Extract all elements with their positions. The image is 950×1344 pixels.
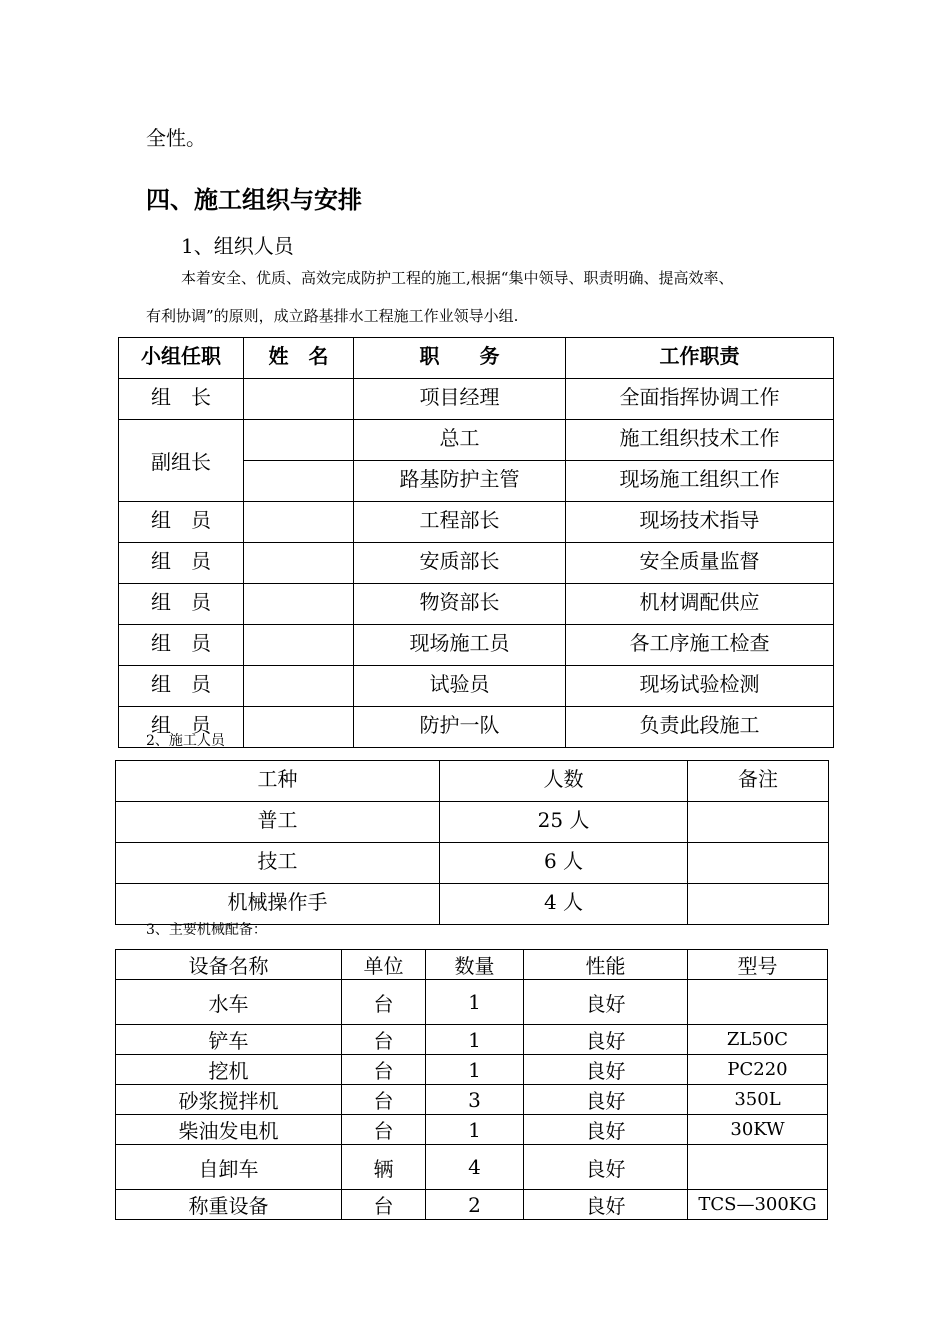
table-row (119, 666, 834, 707)
table-header-row (119, 338, 834, 379)
header-cell: 职 务 (354, 338, 566, 379)
status-cell: 良好 (524, 980, 688, 1025)
header-cell: 工种 (116, 761, 440, 802)
subsection-heading-workers: 2、施工人员 (146, 733, 225, 749)
unit-cell: 台 (342, 1115, 426, 1145)
unit-cell: 台 (342, 1055, 426, 1085)
name-cell (244, 666, 354, 707)
intro-paragraph-line1: 本着安全、优质、高效完成防护工程的施工,根据“集中领导、职责明确、提高效率、 (181, 269, 734, 287)
duty-cell: 机材调配供应 (566, 584, 834, 625)
table-row (116, 1145, 828, 1190)
name-cell (244, 707, 354, 748)
equipment-name-cell: 挖机 (116, 1055, 342, 1085)
table-row (119, 584, 834, 625)
equipment-name-cell: 称重设备 (116, 1190, 342, 1220)
role-cell: 组 员 (119, 502, 244, 543)
table-row (116, 1115, 828, 1145)
table-row (119, 502, 834, 543)
equipment-name-cell: 铲车 (116, 1025, 342, 1055)
header-cell: 单位 (342, 950, 426, 980)
intro-paragraph-line2: 有利协调”的原则，成立路基排水工程施工作业领导小组. (146, 307, 519, 325)
subsection-heading-equipment: 3、主要机械配备： (146, 922, 267, 938)
name-cell (244, 543, 354, 584)
subsection-heading-personnel: 1、组织人员 (181, 234, 294, 258)
position-cell: 总工 (354, 420, 566, 461)
table-row (119, 420, 834, 461)
role-cell: 组 员 (119, 707, 244, 748)
name-cell (244, 461, 354, 502)
role-cell: 组 员 (119, 625, 244, 666)
quantity-cell: 4 (426, 1145, 524, 1190)
table-row (116, 1190, 828, 1220)
unit-cell: 台 (342, 1085, 426, 1115)
quantity-cell: 1 (426, 980, 524, 1025)
header-cell: 姓 名 (244, 338, 354, 379)
equipment-name-cell: 柴油发电机 (116, 1115, 342, 1145)
quantity-cell: 1 (426, 1025, 524, 1055)
table-row (119, 543, 834, 584)
status-cell: 良好 (524, 1115, 688, 1145)
role-cell: 副组长 (119, 420, 244, 502)
header-cell: 备注 (688, 761, 829, 802)
model-cell (688, 1145, 828, 1190)
duty-cell: 全面指挥协调工作 (566, 379, 834, 420)
duty-cell: 安全质量监督 (566, 543, 834, 584)
equipment-name-cell: 砂浆搅拌机 (116, 1085, 342, 1115)
model-cell: 30KW (688, 1115, 828, 1145)
trade-cell: 技工 (116, 843, 440, 884)
model-cell: 350L (688, 1085, 828, 1115)
duty-cell: 现场技术指导 (566, 502, 834, 543)
position-cell: 路基防护主管 (354, 461, 566, 502)
equipment-name-cell: 自卸车 (116, 1145, 342, 1190)
count-cell: 6 人 (440, 843, 688, 884)
section-heading: 四、施工组织与安排 (146, 186, 362, 214)
equipment-name-cell: 水车 (116, 980, 342, 1025)
name-cell (244, 584, 354, 625)
header-cell: 人数 (440, 761, 688, 802)
header-cell: 设备名称 (116, 950, 342, 980)
model-cell: PC220 (688, 1055, 828, 1085)
quantity-cell: 1 (426, 1115, 524, 1145)
table-header-row (116, 950, 828, 980)
table-row (116, 843, 829, 884)
quantity-cell: 2 (426, 1190, 524, 1220)
status-cell: 良好 (524, 1025, 688, 1055)
equipment-table (115, 949, 828, 1220)
position-cell: 工程部长 (354, 502, 566, 543)
labor-table (115, 760, 829, 925)
name-cell (244, 379, 354, 420)
header-cell: 数量 (426, 950, 524, 980)
status-cell: 良好 (524, 1145, 688, 1190)
table-row (119, 379, 834, 420)
duty-cell: 现场试验检测 (566, 666, 834, 707)
status-cell: 良好 (524, 1190, 688, 1220)
header-cell: 小组任职 (119, 338, 244, 379)
count-cell: 4 人 (440, 884, 688, 925)
name-cell (244, 625, 354, 666)
position-cell: 现场施工员 (354, 625, 566, 666)
unit-cell: 台 (342, 1190, 426, 1220)
table-row (119, 707, 834, 748)
position-cell: 项目经理 (354, 379, 566, 420)
table-header-row (116, 761, 829, 802)
role-cell: 组 员 (119, 584, 244, 625)
position-cell: 安质部长 (354, 543, 566, 584)
duty-cell: 施工组织技术工作 (566, 420, 834, 461)
unit-cell: 辆 (342, 1145, 426, 1190)
count-cell: 25 人 (440, 802, 688, 843)
note-cell (688, 884, 829, 925)
duty-cell: 各工序施工检查 (566, 625, 834, 666)
position-cell: 防护一队 (354, 707, 566, 748)
paragraph-continuation: 全性。 (146, 126, 206, 150)
name-cell (244, 502, 354, 543)
model-cell: ZL50C (688, 1025, 828, 1055)
model-cell (688, 980, 828, 1025)
trade-cell: 普工 (116, 802, 440, 843)
header-cell: 性能 (524, 950, 688, 980)
role-cell: 组 员 (119, 543, 244, 584)
status-cell: 良好 (524, 1085, 688, 1115)
note-cell (688, 802, 829, 843)
table-row (116, 1055, 828, 1085)
role-cell: 组 长 (119, 379, 244, 420)
duty-cell: 负责此段施工 (566, 707, 834, 748)
position-cell: 物资部长 (354, 584, 566, 625)
note-cell (688, 843, 829, 884)
table-row (119, 625, 834, 666)
duty-cell: 现场施工组织工作 (566, 461, 834, 502)
role-cell: 组 员 (119, 666, 244, 707)
organization-table (118, 337, 834, 748)
table-row (116, 1025, 828, 1055)
header-cell: 型号 (688, 950, 828, 980)
name-cell (244, 420, 354, 461)
unit-cell: 台 (342, 1025, 426, 1055)
header-cell: 工作职责 (566, 338, 834, 379)
status-cell: 良好 (524, 1055, 688, 1085)
quantity-cell: 3 (426, 1085, 524, 1115)
position-cell: 试验员 (354, 666, 566, 707)
trade-cell: 机械操作手 (116, 884, 440, 925)
table-row (116, 802, 829, 843)
model-cell: TCS—300KG (688, 1190, 828, 1220)
unit-cell: 台 (342, 980, 426, 1025)
table-row (116, 980, 828, 1025)
quantity-cell: 1 (426, 1055, 524, 1085)
table-row (116, 1085, 828, 1115)
